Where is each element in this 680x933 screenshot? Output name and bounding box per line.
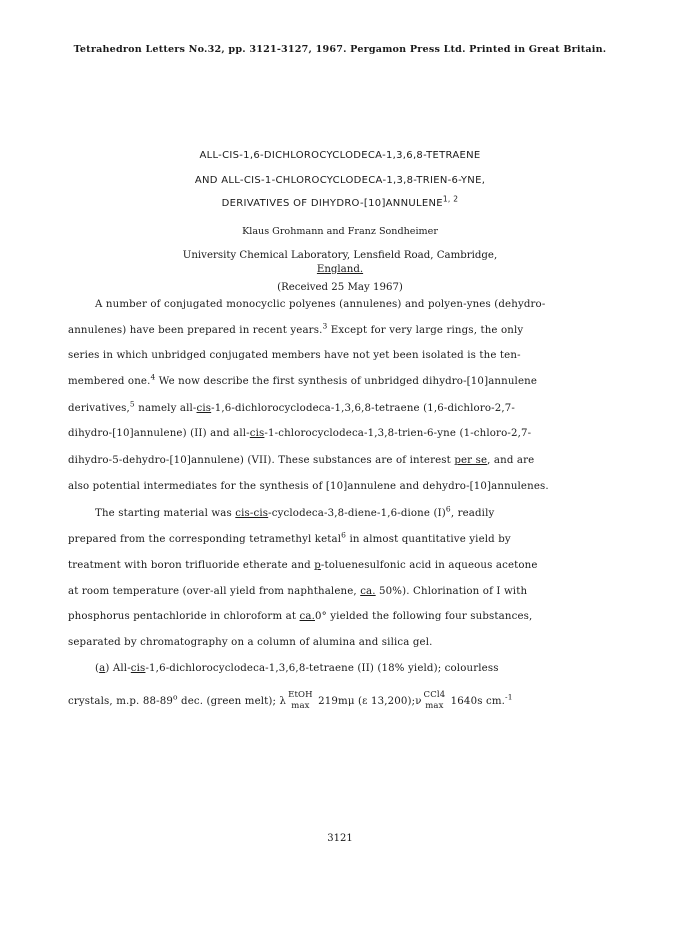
p1-line-3: series in which unbridged conjugated members have not yet been isolated is the ten- xyxy=(68,350,521,361)
p1-line-4: membered one.$^4$ We now describe the first synthesis of unbridged dihydro-[10]annulene xyxy=(68,372,538,387)
p3-line-1: (a) All-cis-1,6-dichlorocyclodeca-1,3,6,8-tetraene (II) (18% yield); colourless xyxy=(95,663,499,674)
footnote-ref: 1, 2 xyxy=(442,194,459,204)
p1-line-5: derivatives,$^5$ namely all-cis-1,6-dichlorocyclodeca-1,3,6,8-tetraene (1,6-dichloro-2,7- xyxy=(68,399,515,414)
p1-line-6: dihydro-[10]annulene) (II) and all-cis-1-chlorocyclodeca-1,3,8-trien-6-yne (1-chloro-2,7- xyxy=(68,428,532,439)
p1-line-7: dihydro-5-dehydro-[10]annulene) (VII). These substances are of interest per se, and are xyxy=(68,455,535,466)
title-line-3: DERIVATIVES OF DIHYDRO-[10]ANNULENE$^{1, 2}$ xyxy=(221,194,459,209)
p3-line-2: crystals, m.p. 88-89$^o$ dec. (green melt); λ EtOH max 219mμ (ε 13,200);ν CCl4 max 1640s cm.$^{-1}$ xyxy=(68,690,513,711)
p1-line-1: A number of conjugated monocyclic polyenes (annulenes) and polyen-ynes (dehydro- xyxy=(95,299,546,310)
title-line-1: ALL-CIS-1,6-DICHLOROCYCLODECA-1,3,6,8-TETRAENE xyxy=(199,150,481,161)
p1-line-8: also potential intermediates for the synthesis of [10]annulene and dehydro-[10]annulenes. xyxy=(68,481,549,492)
p2-line-4: at room temperature (over-all yield from naphthalene, ca. 50%). Chlorination of I with xyxy=(68,586,528,597)
p1-line-2: annulenes) have been prepared in recent years.$^3$ Except for very large rings, the only xyxy=(68,321,524,336)
affiliation-line-1: University Chemical Laboratory, Lensfield Road, Cambridge, xyxy=(182,250,498,261)
received-date: (Received 25 May 1967) xyxy=(277,282,403,293)
journal-header: Tetrahedron Letters No.32, pp. 3121-3127, 1967. Pergamon Press Ltd. Printed in Great Britain. xyxy=(73,44,607,55)
p2-line-5: phosphorus pentachloride in chloroform at ca.0° yielded the following four substances, xyxy=(68,611,533,622)
authors: Klaus Grohmann and Franz Sondheimer xyxy=(242,226,438,237)
lambda-max-label: EtOH max xyxy=(288,690,313,711)
p2-line-6: separated by chromatography on a column of alumina and silica gel. xyxy=(68,637,433,648)
p2-line-2: prepared from the corresponding tetramethyl ketal$^6$ in almost quantitative yield by xyxy=(68,530,511,545)
title-line-2: AND ALL-CIS-1-CHLOROCYCLODECA-1,3,8-TRIEN-6-YNE, xyxy=(194,175,486,186)
p2-line-3: treatment with boron trifluoride etherate and p-toluenesulfonic acid in aqueous acetone xyxy=(68,560,538,571)
p2-line-1: The starting material was cis-cis-cyclodeca-3,8-diene-1,6-dione $(I)^6$, readily xyxy=(95,504,495,519)
page-number: 3121 xyxy=(327,833,353,844)
affiliation-line-2: England. xyxy=(316,264,364,275)
nu-max-label: CCl4 max xyxy=(423,690,446,711)
